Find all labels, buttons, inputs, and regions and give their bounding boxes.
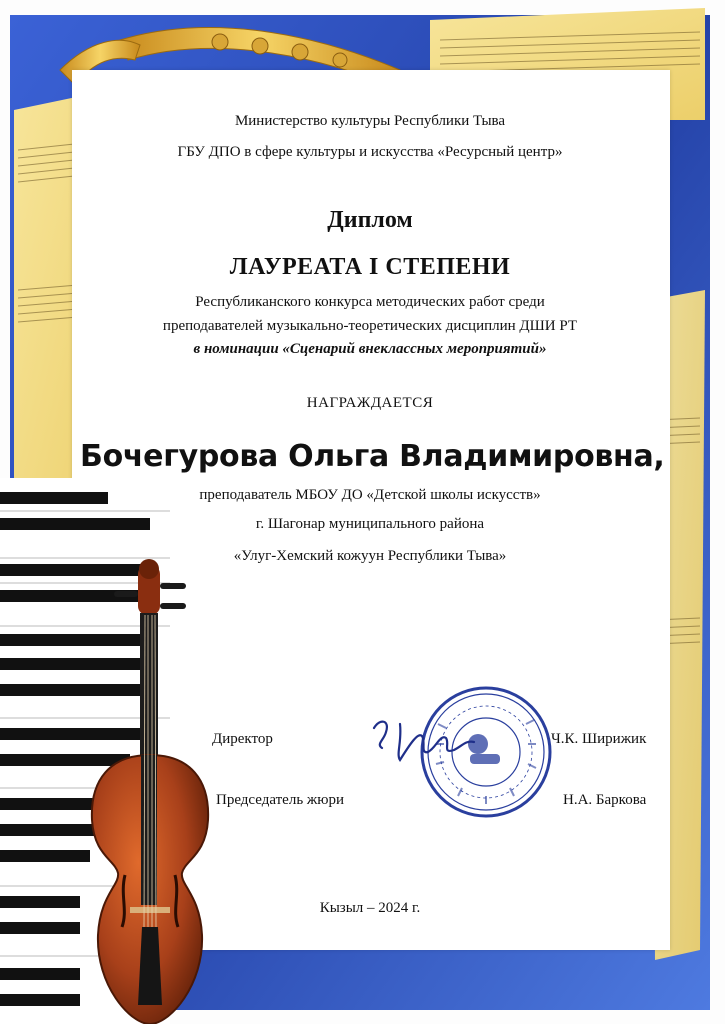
position-line-1: преподаватель МБОУ ДО «Детской школы искусств»: [199, 487, 541, 503]
awarded-label: НАГРАЖДАЕТСЯ: [306, 395, 434, 411]
nomination-line: в номинации «Сценарий внеклассных мероприятий»: [193, 341, 547, 357]
city-year: Кызыл – 2024 г.: [319, 900, 421, 916]
director-name: Ч.К. Ширижик: [551, 731, 647, 747]
director-title: Директор: [212, 731, 273, 747]
resource-center-line: ГБУ ДПО в сфере культуры и искусства «Ресурсный центр»: [177, 144, 563, 160]
position-line-3: «Улуг-Хемский кожуун Республики Тыва»: [233, 548, 507, 564]
position-line-2: г. Шагонар муниципального района: [255, 516, 485, 532]
ministry-line: Министерство культуры Республики Тыва: [234, 113, 506, 129]
laureate-degree: ЛАУРЕАТА I СТЕПЕНИ: [229, 254, 511, 280]
contest-line-2: преподавателей музыкально-теоретических дисциплин ДШИ РТ: [162, 318, 578, 334]
jury-chair-title: Председатель жюри: [216, 792, 345, 808]
director-signature: [370, 714, 480, 774]
jury-chair-name: Н.А. Баркова: [563, 792, 647, 808]
recipient-name: Бочегурова Ольга Владимировна,: [80, 439, 665, 474]
violin-illustration: [70, 555, 230, 1024]
diploma-title: Диплом: [327, 207, 413, 233]
contest-line-1: Республиканского конкурса методических работ среди: [195, 294, 545, 310]
